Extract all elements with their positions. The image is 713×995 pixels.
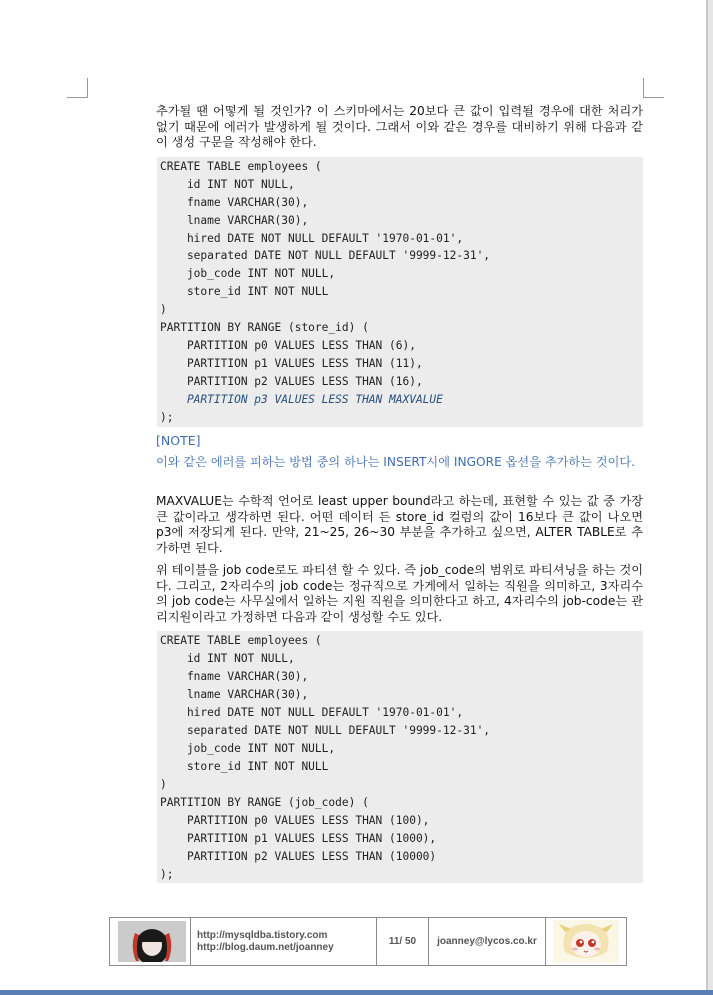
- code-line: ): [160, 303, 167, 316]
- author-avatar-image: [118, 921, 186, 962]
- code-line: job_code INT NOT NULL,: [160, 267, 336, 280]
- code-line: PARTITION p0 VALUES LESS THAN (100),: [160, 814, 430, 827]
- code-line: hired DATE NOT NULL DEFAULT '1970-01-01',: [160, 232, 464, 245]
- code-line: store_id INT NOT NULL: [160, 285, 329, 298]
- code-line: PARTITION BY RANGE (job_code) (: [160, 796, 369, 809]
- page-number: 11/ 50: [388, 936, 417, 947]
- code-line: PARTITION p2 VALUES LESS THAN (10000): [160, 850, 437, 863]
- code-line: fname VARCHAR(30),: [160, 670, 309, 683]
- footer-avatar-cell: [110, 918, 191, 965]
- code-line: PARTITION p0 VALUES LESS THAN (6),: [160, 339, 416, 352]
- page-shadow: [708, 0, 713, 995]
- code-block-job-code: [157, 631, 643, 883]
- code-line: PARTITION p2 VALUES LESS THAN (16),: [160, 375, 423, 388]
- crop-mark-right-vertical: [643, 78, 644, 97]
- code-line: PARTITION BY RANGE (store_id) (: [160, 321, 369, 334]
- code-line: );: [160, 868, 174, 881]
- footer-url-daum[interactable]: http://blog.daum.net/joanney: [197, 942, 334, 953]
- code-line: job_code INT NOT NULL,: [160, 742, 336, 755]
- note-text: 이와 같은 에러를 피하는 방법 중의 하나는 INSERT시에 INGORE 옵션을 추가하는 것이다.: [156, 455, 635, 469]
- footer-links-cell: [191, 918, 377, 965]
- code-line: store_id INT NOT NULL: [160, 760, 329, 773]
- paragraph-intro: 추가될 땐 어떻게 될 것인가? 이 스키마에서는 20보다 큰 값이 입력될 경우에 대한 처리가 없기 때문에 에러가 발생하게 될 것이다. 그래서 이와 같은 경우를 대비하기 위해 다음과 같이 생성 구문을 작성해야 한다.: [156, 104, 643, 149]
- mascot-image: [553, 920, 619, 963]
- code-line: lname VARCHAR(30),: [160, 214, 309, 227]
- code-line: separated DATE NOT NULL DEFAULT '9999-12-31',: [160, 724, 491, 737]
- footer-email[interactable]: joanney@lycos.co.kr: [437, 936, 537, 947]
- code-block-store-id: [157, 157, 643, 427]
- code-line: );: [160, 411, 174, 424]
- code-line: PARTITION p1 VALUES LESS THAN (11),: [160, 357, 423, 370]
- crop-mark-left-vertical: [87, 78, 88, 97]
- code-line: PARTITION p1 VALUES LESS THAN (1000),: [160, 832, 437, 845]
- note-heading: [NOTE]: [156, 433, 201, 448]
- window-bottom-border: [0, 990, 713, 995]
- footer-email-cell: [429, 918, 546, 965]
- paragraph-maxvalue: MAXVALUE는 수학적 언어로 least upper bound라고 하는데, 표현할 수 있는 값 중 가장 큰 값이라고 생각하면 된다. 어떤 데이터 든 store_id 컬럼의 값이 16보다 큰 값이 나오면 p3에 저장되게 된다. 만약, 21~25, 26~30 부분을 추가하고 싶으면, ALTER TABLE로 추가하면 된다.: [156, 494, 643, 555]
- crop-mark-right-horizontal: [643, 97, 664, 98]
- code-line: separated DATE NOT NULL DEFAULT '9999-12-31',: [160, 249, 491, 262]
- crop-mark-left-horizontal: [67, 97, 88, 98]
- code-line: CREATE TABLE employees (: [160, 634, 322, 647]
- paragraph-job-code: 위 테이블을 job code로도 파티션 할 수 있다. 즉 job_code의 범위로 파티셔닝을 하는 것이다. 그리고, 2자리수의 job code는 정규직으로 가게에서 일하는 직원을 의미하고, 3자리수의 job code는 사무실에서 일하는 지원 직원을 의미한다고 하고, 4자리수의 job-code는 관리지원이라고 가정하면 다음과 같이 생성할 수도 있다.: [156, 563, 643, 624]
- footer-mascot-cell: [546, 918, 626, 965]
- page-footer: [109, 917, 627, 966]
- code-line: hired DATE NOT NULL DEFAULT '1970-01-01',: [160, 706, 464, 719]
- code-line: CREATE TABLE employees (: [160, 160, 322, 173]
- footer-page-cell: [377, 918, 429, 965]
- code-line-maxvalue: PARTITION p3 VALUES LESS THAN MAXVALUE: [160, 393, 443, 406]
- code-line: id INT NOT NULL,: [160, 652, 295, 665]
- code-line: lname VARCHAR(30),: [160, 688, 309, 701]
- footer-url-tistory[interactable]: http://mysqldba.tistory.com: [197, 930, 328, 941]
- code-line: fname VARCHAR(30),: [160, 196, 309, 209]
- code-line: id INT NOT NULL,: [160, 178, 295, 191]
- code-line: ): [160, 778, 167, 791]
